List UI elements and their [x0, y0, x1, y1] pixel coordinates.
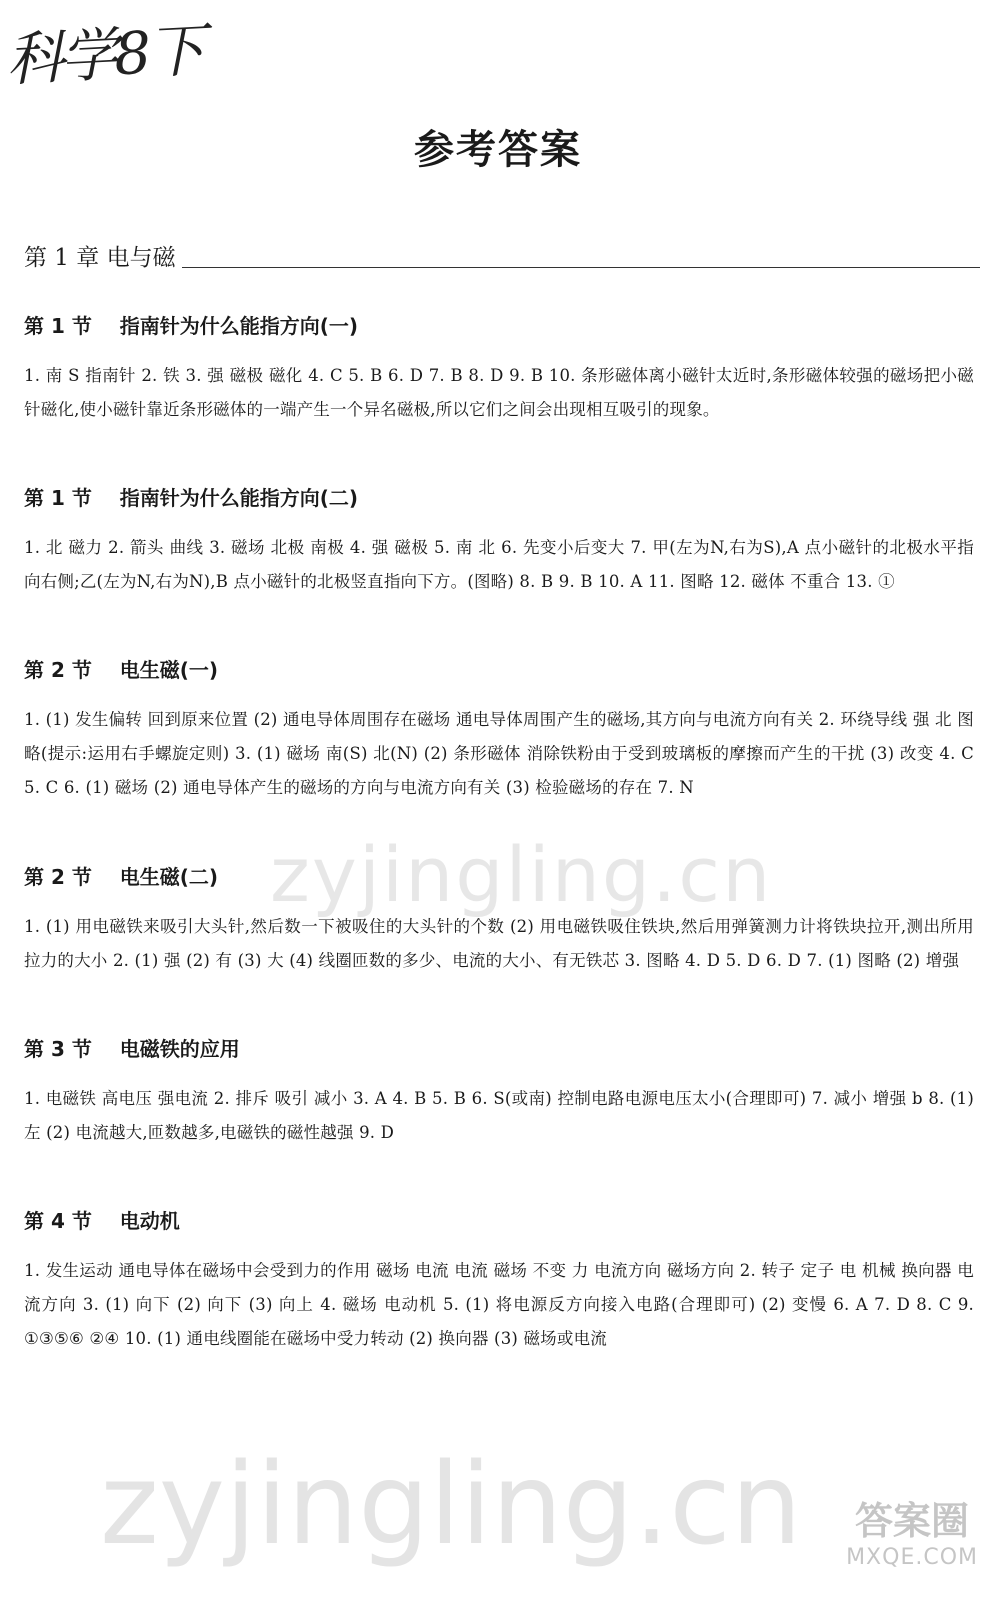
chapter-title: 第 1 章 电与磁 — [24, 245, 176, 271]
section-heading: 第 1 节 指南针为什么能指方向(一) — [24, 314, 358, 338]
logo-cn-text: 答案圈 — [855, 1499, 970, 1543]
section-3 — [24, 1033, 974, 1150]
logo-en-text: MXQE.COM — [846, 1545, 978, 1570]
watermark-middle: zyjingling.cn — [270, 830, 773, 919]
watermark-logo — [846, 1490, 978, 1570]
answer-text: 1. 发生运动 通电导体在磁场中会受到力的作用 磁场 电流 电流 磁场 不变 力 电流方向 磁场方向 2. 转子 定子 电 机械 换向器 电流方向 3. (1) 向下 (2) 向下 (3) 向上 4. 磁场 电动机 5. (1) 将电源反方向接入电路(合理即可) (2) 变慢 6. A 7. D 8. C 9. ①③⑤⑥ ②④ 10. (1) 通电线圈能在磁场中受力转动 (2) 换向器 (3) 磁场或电流 — [24, 1261, 974, 1348]
section-2-2 — [24, 861, 974, 978]
answer-text: 1. 南 S 指南针 2. 铁 3. 强 磁极 磁化 4. C 5. B 6. D 7. B 8. D 9. B 10. 条形磁体离小磁针太近时,条形磁体较强的磁场把小磁针磁化,使小磁针靠近条形磁体的一端产生一个异名磁极,所以它们之间会出现相互吸引的现象。 — [24, 366, 974, 419]
watermark-bottom: zyjingling.cn — [100, 1440, 802, 1570]
handwritten-note: 科学8下 — [4, 15, 203, 95]
section-heading: 第 1 节 指南针为什么能指方向(二) — [24, 486, 358, 510]
section-4 — [24, 1205, 974, 1356]
answer-text: 1. (1) 用电磁铁来吸引大头针,然后数一下被吸住的大头针的个数 (2) 用电磁铁吸住铁块,然后用弹簧测力计将铁块拉开,测出所用拉力的大小 2. (1) 强 (2) 有 (3) 大 (4) 线圈匝数的多少、电流的大小、有无铁芯 3. 图略 4. D 5. D 6. D 7. (1) 图略 (2) 增强 — [24, 917, 974, 970]
section-heading: 第 4 节 电动机 — [24, 1209, 180, 1233]
answer-text: 1. (1) 发生偏转 回到原来位置 (2) 通电导体周围存在磁场 通电导体周围产生的磁场,其方向与电流方向有关 2. 环绕导线 强 北 图略(提示:运用右手螺旋定则) 3. (1) 磁场 南(S) 北(N) (2) 条形磁体 消除铁粉由于受到玻璃板的摩擦而产生的干扰 (3) 改变 4. C 5. C 6. (1) 磁场 (2) 通电导体产生的磁场的方向与电流方向有关 (3) 检验磁场的存在 7. N — [24, 710, 974, 797]
section-1-1 — [24, 310, 974, 427]
chapter-rule — [182, 267, 980, 268]
answer-text: 1. 北 磁力 2. 箭头 曲线 3. 磁场 北极 南极 4. 强 磁极 5. 南 北 6. 先变小后变大 7. 甲(左为N,右为S),A 点小磁针的北极水平指向右侧;乙(左为N,右为N),B 点小磁针的北极竖直指向下方。(图略) 8. B 9. B 10. A 11. 图略 12. 磁体 不重合 13. ① — [24, 538, 974, 591]
chapter-heading — [24, 239, 980, 272]
page-title: 参考答案 — [414, 126, 582, 173]
section-1-2 — [24, 482, 974, 599]
section-2-1 — [24, 654, 974, 805]
section-heading: 第 2 节 电生磁(一) — [24, 658, 218, 682]
section-heading: 第 3 节 电磁铁的应用 — [24, 1037, 240, 1061]
answer-text: 1. 电磁铁 高电压 强电流 2. 排斥 吸引 减小 3. A 4. B 5. B 6. S(或南) 控制电路电源电压太小(合理即可) 7. 减小 增强 b 8. (1) 左 (2) 电流越大,匝数越多,电磁铁的磁性越强 9. D — [24, 1089, 974, 1142]
section-heading: 第 2 节 电生磁(二) — [24, 865, 218, 889]
